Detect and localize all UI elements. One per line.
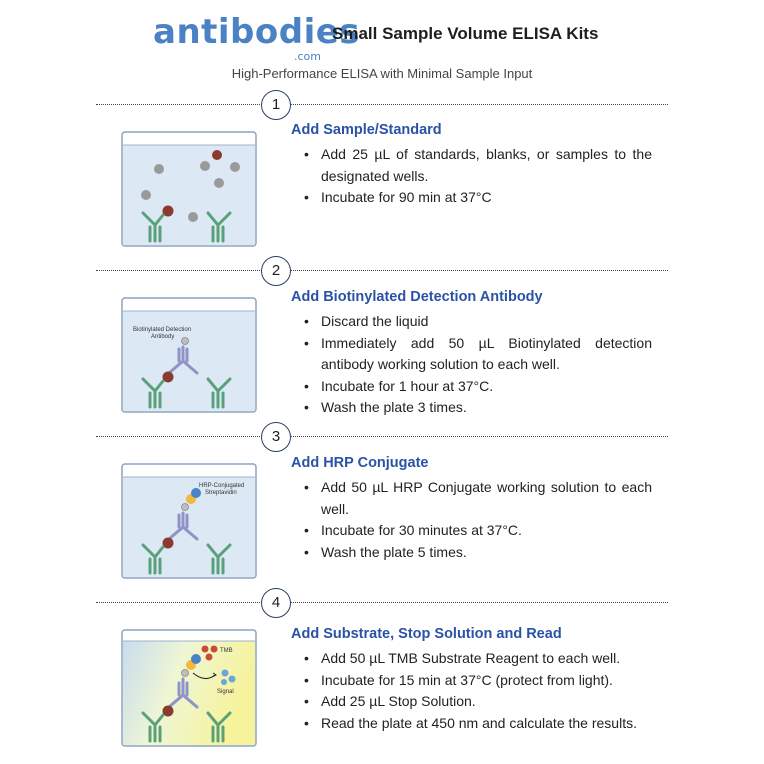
step-3-divider (96, 436, 668, 437)
step-3-number: 3 (261, 422, 291, 452)
step-4-bullet: • Incubate for 15 min at 37°C (protect from light). (304, 670, 652, 692)
detection-antibody-label-line1: Biotinylated Detection (133, 327, 192, 333)
step-1-bullet: • Add 25 µL of standards, blanks, or samples to the designated wells. (304, 144, 652, 187)
step-2-bullet: • Incubate for 1 hour at 37°C. (304, 376, 652, 398)
step-1-number: 1 (261, 90, 291, 120)
step-3-bullet: • Add 50 µL HRP Conjugate working solution to each well. (304, 477, 652, 520)
hrp-label-line1: HRP-Conjugated (199, 483, 245, 489)
signal-label: Signal (217, 689, 234, 695)
step-1-instructions (304, 144, 652, 209)
step-4-bullet: • Read the plate at 450 nm and calculate the results. (304, 713, 652, 735)
step-3-bullet: • Incubate for 30 minutes at 37°C. (304, 520, 652, 542)
step-2-bullet: • Discard the liquid (304, 311, 652, 333)
brand-logo (153, 12, 361, 63)
step-3-instructions (304, 477, 652, 563)
step-1-well-illustration (121, 131, 257, 247)
step-2-number: 2 (261, 256, 291, 286)
step-3-bullet: • Wash the plate 5 times. (304, 542, 652, 564)
step-2-bullet: • Immediately add 50 µL Biotinylated detection antibody working solution to each well. (304, 333, 652, 376)
step-2-bullet: • Wash the plate 3 times. (304, 397, 652, 419)
step-3-title: Add HRP Conjugate (291, 455, 429, 471)
tmb-label: TMB (220, 648, 233, 654)
detection-antibody-label-line2: Antibody (151, 334, 175, 340)
step-4-bullet: • Add 50 µL TMB Substrate Reagent to each well. (304, 648, 652, 670)
step-2-instructions (304, 311, 652, 419)
step-4-well-illustration (121, 629, 257, 747)
step-2-well-illustration (121, 297, 257, 413)
step-3-well-illustration (121, 463, 257, 579)
step-4-title: Add Substrate, Stop Solution and Read (291, 626, 562, 642)
step-4-bullet: • Add 25 µL Stop Solution. (304, 691, 652, 713)
step-4-instructions (304, 648, 652, 734)
step-1-bullet: • Incubate for 90 min at 37°C (304, 187, 652, 209)
step-1-divider (96, 104, 668, 105)
logo-wordmark: antibodies (153, 12, 361, 52)
step-4-number: 4 (261, 588, 291, 618)
page-title: Small Sample Volume ELISA Kits (332, 24, 599, 43)
hrp-label-line2: Streptavidin (205, 490, 237, 496)
logo-suffix: .com (294, 50, 321, 63)
step-1-title: Add Sample/Standard (291, 122, 442, 138)
page-subtitle: High-Performance ELISA with Minimal Sample Input (231, 66, 533, 81)
step-2-title: Add Biotinylated Detection Antibody (291, 289, 543, 305)
step-4-divider (96, 602, 668, 603)
step-2-divider (96, 270, 668, 271)
